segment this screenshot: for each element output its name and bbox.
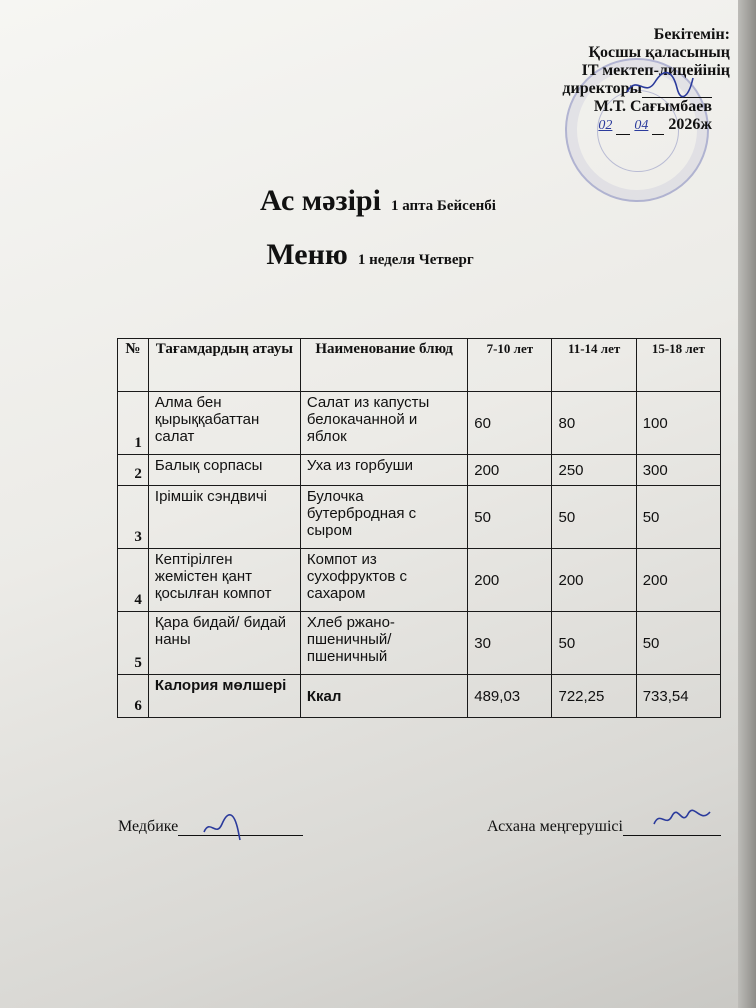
portion-15-18: 200 (636, 549, 720, 612)
row-number: 6 (118, 675, 149, 718)
table-row-total (118, 675, 721, 718)
row-number: 1 (118, 392, 149, 455)
portion-15-18: 300 (636, 455, 720, 486)
approval-line-2: Қосшы қаласының (588, 44, 730, 61)
menu-table (117, 338, 721, 718)
calories-11-14: 722,25 (552, 675, 636, 718)
row-number: 5 (118, 612, 149, 675)
table-row (118, 455, 721, 486)
portion-15-18: 50 (636, 486, 720, 549)
approval-director: директоры (562, 80, 642, 97)
title-ru (0, 238, 740, 272)
portion-11-14: 80 (552, 392, 636, 455)
approval-line-1: Бекітемін: (653, 26, 730, 43)
row-number: 2 (118, 455, 149, 486)
dish-name-ru: Хлеб ржано-пшеничный/ пшеничный (300, 612, 467, 675)
table-header-row (118, 339, 721, 392)
title-kz-main: Ас мәзірі (260, 184, 381, 217)
portion-7-10: 200 (468, 549, 552, 612)
header-name-kz: Тағамдардың атауы (148, 339, 300, 392)
dish-name-kz: Ірімшік сэндвичі (148, 486, 300, 549)
nurse-label: Медбике (118, 818, 179, 835)
cook-signature-line (623, 835, 721, 836)
approval-date-year: 2026ж (668, 116, 712, 133)
portion-11-14: 50 (552, 486, 636, 549)
title-kz-sub: 1 апта Бейсенбі (390, 198, 496, 214)
portion-11-14: 50 (552, 612, 636, 675)
header-number: № (118, 339, 149, 392)
row-number: 4 (118, 549, 149, 612)
approval-date (500, 116, 730, 135)
calorie-label-kz: Калория мөлшері (148, 675, 300, 718)
calories-15-18: 733,54 (636, 675, 720, 718)
dish-name-ru: Салат из капусты белокачанной и яблок (300, 392, 467, 455)
portion-7-10: 30 (468, 612, 552, 675)
table-row (118, 486, 721, 549)
dish-name-kz: Кептірілген жемістен қант қосылған компот (148, 549, 300, 612)
title-kz (0, 184, 756, 218)
date-separator-2 (652, 134, 664, 135)
row-number: 3 (118, 486, 149, 549)
dish-name-kz: Қара бидай/ бидай наны (148, 612, 300, 675)
table-row (118, 392, 721, 455)
title-ru-sub: 1 неделя Четверг (357, 252, 474, 268)
portion-11-14: 250 (552, 455, 636, 486)
nurse-signature (200, 810, 245, 842)
approval-date-month: 04 (634, 118, 649, 133)
date-separator-1 (616, 134, 630, 135)
portion-7-10: 60 (468, 392, 552, 455)
portion-15-18: 100 (636, 392, 720, 455)
director-signature (625, 70, 695, 100)
header-age-11-14: 11-14 лет (552, 339, 636, 392)
approval-block (500, 26, 730, 135)
header-age-15-18: 15-18 лет (636, 339, 720, 392)
portion-7-10: 50 (468, 486, 552, 549)
approval-line-3: IT мектеп-лицейінің (581, 62, 730, 79)
dish-name-ru: Компот из сухофруктов с сахаром (300, 549, 467, 612)
dish-name-kz: Алма бен қырыққабаттан салат (148, 392, 300, 455)
calories-7-10: 489,03 (468, 675, 552, 718)
paper-edge (738, 0, 756, 1008)
dish-name-ru: Уха из горбуши (300, 455, 467, 486)
approval-line-4 (500, 80, 730, 98)
portion-15-18: 50 (636, 612, 720, 675)
table-row (118, 549, 721, 612)
approval-date-day: 02 (598, 118, 613, 133)
dish-name-kz: Балық сорпасы (148, 455, 300, 486)
portion-7-10: 200 (468, 455, 552, 486)
header-age-7-10: 7-10 лет (468, 339, 552, 392)
calorie-label-ru: Ккал (300, 675, 467, 718)
cook-signature (652, 806, 712, 832)
portion-11-14: 200 (552, 549, 636, 612)
cook-label: Асхана меңгерушісі (487, 818, 623, 835)
title-ru-main: Меню (266, 238, 348, 271)
dish-name-ru: Булочка бутербродная с сыром (300, 486, 467, 549)
approval-line-5: М.Т. Сағымбаев (593, 98, 712, 115)
header-name-ru: Наименование блюд (300, 339, 467, 392)
table-row (118, 612, 721, 675)
